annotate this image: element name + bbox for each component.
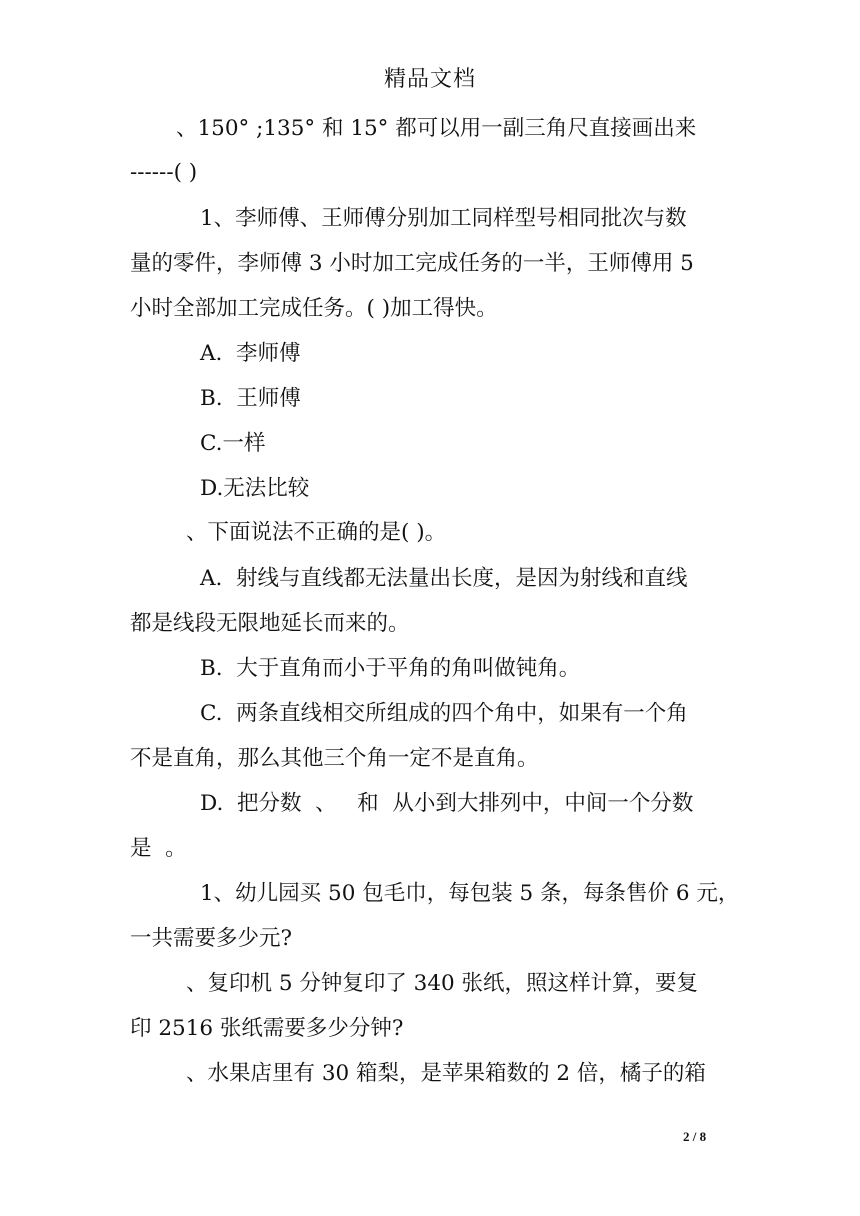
option-b: B. 王师傅 [200, 386, 301, 411]
option-d: D. 把分数 、 和 从小到大排列中，中间一个分数 [200, 791, 694, 816]
question-text: 1、幼儿园买 50 包毛巾，每包装 5 条，每条售价 6 元， [200, 881, 740, 906]
text-line: 小时全部加工完成任务。( )加工得快。 [130, 296, 498, 321]
option-d: D.无法比较 [200, 476, 310, 501]
text-line: 不是直角，那么其他三个角一定不是直角。 [130, 746, 539, 771]
text-line: 、150° ;135° 和 15° 都可以用一副三角尺直接画出来 [176, 116, 697, 141]
text-line: 量的零件，李师傅 3 小时加工完成任务的一半，王师傅用 5 [130, 251, 694, 276]
option-a: A. 李师傅 [200, 341, 301, 366]
text-line: ------( ) [130, 160, 198, 185]
text-line: 印 2516 张纸需要多少分钟? [130, 1016, 404, 1041]
text-line: 1、李师傅、王师傅分别加工同样型号相同批次与数 [200, 206, 687, 231]
page-header-title: 精品文档 [383, 67, 476, 92]
text-line: 一共需要多少元? [130, 926, 293, 951]
option-c: C.一样 [200, 431, 266, 456]
option-b: B. 大于直角而小于平角的角叫做钝角。 [200, 656, 581, 681]
option-a: A. 射线与直线都无法量出长度，是因为射线和直线 [200, 566, 688, 591]
question-text: 、复印机 5 分钟复印了 340 张纸，照这样计算，要复 [186, 971, 699, 996]
option-c: C. 两条直线相交所组成的四个角中，如果有一个角 [200, 701, 688, 726]
question-heading: 、下面说法不正确的是( )。 [186, 520, 447, 545]
text-line: 是 。 [130, 836, 187, 861]
text-line: 都是线段无限地延长而来的。 [130, 611, 410, 636]
question-text: 、水果店里有 30 箱梨，是苹果箱数的 2 倍，橘子的箱 [186, 1061, 706, 1086]
page-number: 2 / 8 [683, 1129, 707, 1144]
